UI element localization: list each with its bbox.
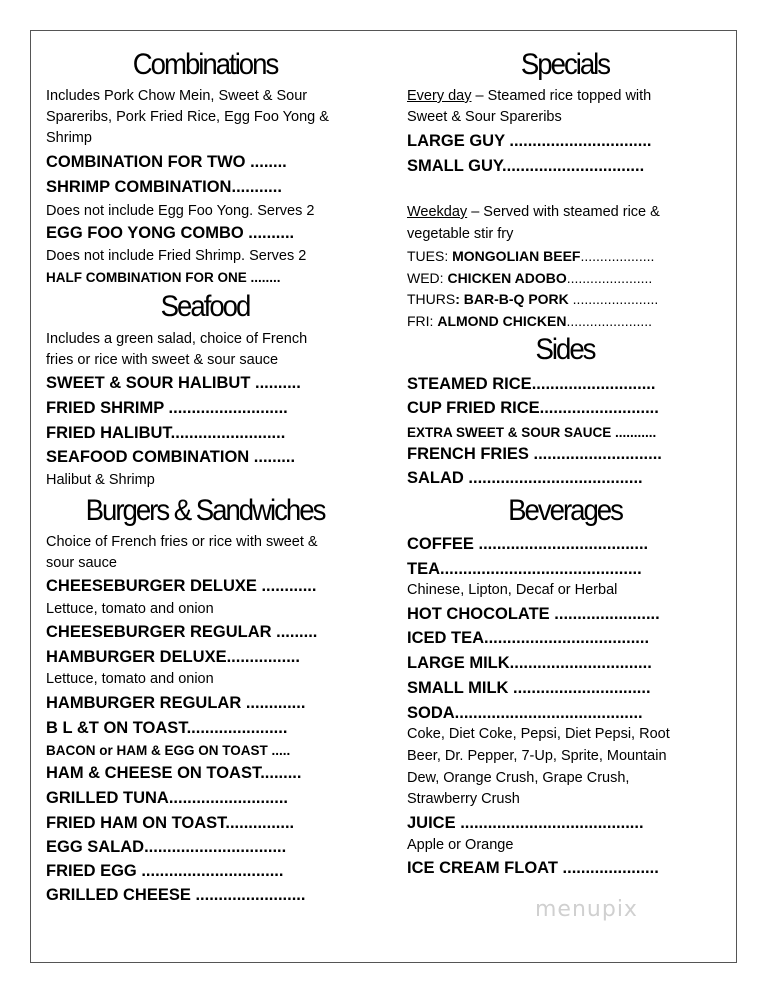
menu-item-name: FRENCH FRIES bbox=[407, 445, 529, 463]
menu-item bbox=[46, 222, 294, 244]
menu-item-leader-dots: ............................... bbox=[144, 838, 287, 856]
menu-item bbox=[46, 151, 287, 173]
menu-item-name: EGG FOO YONG COMBO bbox=[46, 224, 244, 242]
menu-item-name: HAMBURGER DELUXE bbox=[46, 648, 227, 666]
specials-heading: Specials bbox=[520, 48, 610, 81]
menu-item bbox=[46, 740, 290, 762]
menu-item-leader-dots: ................ bbox=[226, 648, 300, 666]
weekday-special-name: MONGOLIAN BEEF bbox=[452, 248, 581, 264]
section-description: Includes Pork Chow Mein, Sweet & Sour bbox=[46, 88, 308, 104]
menu-item bbox=[46, 717, 287, 739]
menu-item-name: HAM & CHEESE ON TOAST bbox=[46, 764, 261, 782]
menu-item bbox=[407, 603, 660, 625]
menu-item-leader-dots: .............................. bbox=[508, 679, 651, 697]
menu-item-name: EXTRA SWEET & SOUR SAUCE bbox=[407, 425, 612, 440]
menu-item-name: JUICE bbox=[407, 814, 456, 832]
menu-item bbox=[46, 267, 281, 289]
menu-item-name: STEAMED RICE bbox=[407, 375, 532, 393]
menu-item-name: FRIED SHRIMP bbox=[46, 399, 164, 417]
menu-item-name: SALAD bbox=[407, 469, 464, 487]
menu-item-leader-dots: ........... bbox=[611, 425, 657, 440]
weekday-special bbox=[407, 311, 652, 331]
menu-item-note: Halibut & Shrimp bbox=[46, 472, 155, 488]
menu-item bbox=[46, 762, 301, 784]
menu-item-leader-dots: ...................... bbox=[566, 270, 653, 286]
menu-item-name: CUP FRIED RICE bbox=[407, 399, 540, 417]
weekday-special-day: TUES: bbox=[407, 248, 453, 264]
menu-item bbox=[46, 446, 295, 468]
menu-item-leader-dots: ....................... bbox=[549, 605, 660, 623]
every-day-label: Every day bbox=[407, 88, 472, 104]
menu-item-leader-dots: ........ bbox=[245, 153, 287, 171]
menu-item-note: Beer, Dr. Pepper, 7-Up, Sprite, Mountain bbox=[407, 748, 667, 764]
menu-item bbox=[46, 646, 300, 668]
menu-item bbox=[407, 812, 644, 834]
menu-item-name: CHEESEBURGER DELUXE bbox=[46, 577, 257, 595]
menu-item-note: Strawberry Crush bbox=[407, 791, 520, 807]
menupix-watermark: menupix bbox=[535, 897, 638, 922]
menu-item-leader-dots: ............................... bbox=[509, 654, 652, 672]
menu-item-name: TEA bbox=[407, 560, 440, 578]
menu-item-leader-dots: ......... bbox=[271, 623, 318, 641]
section-description: sour sauce bbox=[46, 555, 117, 571]
menu-item-leader-dots: ......................... bbox=[170, 424, 286, 442]
menu-item-name: SODA bbox=[407, 704, 455, 722]
menu-item bbox=[46, 422, 285, 444]
beverages-heading: Beverages bbox=[508, 494, 622, 527]
menu-item-leader-dots: ..... bbox=[267, 743, 291, 758]
weekday-special-day: THURS bbox=[407, 291, 456, 307]
menu-item-note: Lettuce, tomato and onion bbox=[46, 671, 214, 687]
menu-item-leader-dots: ...................... bbox=[186, 719, 288, 737]
menu-item-leader-dots: .......................... bbox=[168, 789, 289, 807]
menu-item bbox=[46, 836, 286, 858]
menu-item bbox=[46, 787, 288, 809]
menu-item bbox=[46, 621, 317, 643]
menu-item-leader-dots: ........................ bbox=[190, 886, 306, 904]
menu-item bbox=[407, 130, 652, 152]
weekday-text: – Served with steamed rice & bbox=[467, 204, 660, 220]
menu-item-leader-dots: ..................... bbox=[557, 859, 659, 877]
menu-item bbox=[46, 575, 316, 597]
menu-item bbox=[46, 176, 282, 198]
menu-item-leader-dots: ............................... bbox=[136, 862, 284, 880]
menu-item-leader-dots: ........................................ bbox=[455, 814, 644, 832]
burgers-sandwiches-heading: Burgers & Sandwiches bbox=[85, 494, 325, 527]
weekday-special-day: FRI: bbox=[407, 313, 438, 329]
menu-item-leader-dots: ...................................... bbox=[463, 469, 643, 487]
menu-item-name: LARGE GUY bbox=[407, 132, 505, 150]
menu-item bbox=[46, 812, 294, 834]
menu-item-name: GRILLED CHEESE bbox=[46, 886, 191, 904]
menu-item-name: HALF COMBINATION FOR ONE bbox=[46, 270, 247, 285]
menu-item-name: BACON or HAM & EGG ON TOAST bbox=[46, 743, 268, 758]
menu-item-name: COFFEE bbox=[407, 535, 474, 553]
menu-item-note: Dew, Orange Crush, Grape Crush, bbox=[407, 770, 630, 786]
menu-item-leader-dots: ........... bbox=[231, 178, 282, 196]
menu-item bbox=[407, 558, 642, 580]
menu-item bbox=[407, 677, 651, 699]
section-description: fries or rice with sweet & sour sauce bbox=[46, 352, 279, 368]
menu-item-name: SMALL GUY bbox=[407, 157, 503, 175]
menu-item bbox=[407, 373, 655, 395]
weekday-text-2: vegetable stir fry bbox=[407, 226, 514, 242]
menu-item-name: ICED TEA bbox=[407, 629, 485, 647]
menu-item-leader-dots: .......................... bbox=[163, 399, 288, 417]
menu-item-leader-dots: ..................................... bbox=[473, 535, 649, 553]
every-day-line bbox=[407, 86, 651, 107]
menu-item bbox=[407, 422, 656, 444]
menu-item-leader-dots: ............................................ bbox=[440, 560, 642, 578]
menu-item-name: HOT CHOCOLATE bbox=[407, 605, 550, 623]
menu-item bbox=[46, 884, 305, 906]
weekday-label: Weekday bbox=[407, 204, 468, 220]
menu-item-name: B L &T ON TOAST bbox=[46, 719, 187, 737]
menu-item-name: SMALL MILK bbox=[407, 679, 509, 697]
menu-item-leader-dots: ............................... bbox=[504, 132, 652, 150]
every-day-text-2: Sweet & Sour Spareribs bbox=[407, 109, 562, 125]
menu-item bbox=[407, 155, 644, 177]
menu-item bbox=[407, 467, 643, 489]
weekday-special-name: : BAR-B-Q PORK bbox=[455, 291, 569, 307]
menu-item bbox=[407, 397, 659, 419]
weekday-special bbox=[407, 268, 652, 288]
section-description: Spareribs, Pork Fried Rice, Egg Foo Yong & bbox=[46, 109, 329, 125]
menu-item-leader-dots: .................................... bbox=[484, 629, 650, 647]
weekday-special-day: WED: bbox=[407, 270, 448, 286]
weekday-special bbox=[407, 289, 658, 309]
menu-item-name: COMBINATION FOR TWO bbox=[46, 153, 246, 171]
menu-item-name: GRILLED TUNA bbox=[46, 789, 169, 807]
menu-item bbox=[407, 627, 649, 649]
weekday-special-name: CHICKEN ADOBO bbox=[447, 270, 567, 286]
menu-item-leader-dots: ......... bbox=[260, 764, 302, 782]
section-description: Choice of French fries or rice with sweet & bbox=[46, 534, 318, 550]
menu-item-name: CHEESEBURGER REGULAR bbox=[46, 623, 272, 641]
menu-item-leader-dots: ........................... bbox=[531, 375, 656, 393]
every-day-text: – Steamed rice topped with bbox=[471, 88, 652, 104]
menu-item-note: Chinese, Lipton, Decaf or Herbal bbox=[407, 582, 618, 598]
menu-item-note: Apple or Orange bbox=[407, 837, 514, 853]
menu-item-note: Lettuce, tomato and onion bbox=[46, 601, 214, 617]
menu-item-leader-dots: ............................ bbox=[528, 445, 662, 463]
menu-item bbox=[46, 692, 305, 714]
section-description: Shrimp bbox=[46, 130, 92, 146]
menu-item-leader-dots: ......................................... bbox=[454, 704, 643, 722]
seafood-heading: Seafood bbox=[160, 290, 250, 323]
menu-item-leader-dots: ................... bbox=[580, 248, 655, 264]
menu-item bbox=[407, 652, 652, 674]
menu-item-name: SHRIMP COMBINATION bbox=[46, 178, 232, 196]
menu-item-note: Does not include Fried Shrimp. Serves 2 bbox=[46, 248, 307, 264]
weekday-line bbox=[407, 202, 660, 223]
menu-item-leader-dots: ............ bbox=[256, 577, 317, 595]
menu-item bbox=[46, 397, 288, 419]
menu-item bbox=[407, 857, 659, 879]
menu-item-name: HAMBURGER REGULAR bbox=[46, 694, 242, 712]
sides-heading: Sides bbox=[535, 333, 595, 366]
menu-item bbox=[46, 860, 283, 882]
menu-item-leader-dots: ............... bbox=[225, 814, 295, 832]
menu-item-leader-dots: .......... bbox=[250, 374, 301, 392]
menu-item-name: EGG SALAD bbox=[46, 838, 145, 856]
combinations-heading: Combinations bbox=[132, 48, 278, 81]
menu-item-leader-dots: .......... bbox=[243, 224, 295, 242]
menu-item-name: SWEET & SOUR HALIBUT bbox=[46, 374, 251, 392]
menu-item-leader-dots: ............................... bbox=[502, 157, 645, 175]
weekday-special bbox=[407, 246, 654, 266]
menu-item bbox=[407, 702, 643, 724]
menu-item-leader-dots: ......... bbox=[249, 448, 296, 466]
menu-item-leader-dots: .......................... bbox=[539, 399, 659, 417]
menu-item-leader-dots: ...................... bbox=[566, 313, 653, 329]
menu-item-leader-dots: ........ bbox=[246, 270, 281, 285]
menu-item bbox=[407, 533, 648, 555]
menu-item bbox=[407, 443, 662, 465]
menu-item-name: ICE CREAM FLOAT bbox=[407, 859, 558, 877]
section-description: Includes a green salad, choice of French bbox=[46, 331, 308, 347]
menu-item-name: FRIED HALIBUT bbox=[46, 424, 171, 442]
menu-item bbox=[46, 372, 301, 394]
weekday-special-name: ALMOND CHICKEN bbox=[437, 313, 567, 329]
menu-item-note: Does not include Egg Foo Yong. Serves 2 bbox=[46, 203, 315, 219]
menu-item-leader-dots: ............. bbox=[241, 694, 306, 712]
menu-item-leader-dots: ...................... bbox=[568, 291, 659, 307]
menu-item-name: FRIED HAM ON TOAST bbox=[46, 814, 226, 832]
menu-item-name: FRIED EGG bbox=[46, 862, 137, 880]
menu-item-name: LARGE MILK bbox=[407, 654, 510, 672]
menu-item-name: SEAFOOD COMBINATION bbox=[46, 448, 250, 466]
menu-item-note: Coke, Diet Coke, Pepsi, Diet Pepsi, Root bbox=[407, 726, 670, 742]
